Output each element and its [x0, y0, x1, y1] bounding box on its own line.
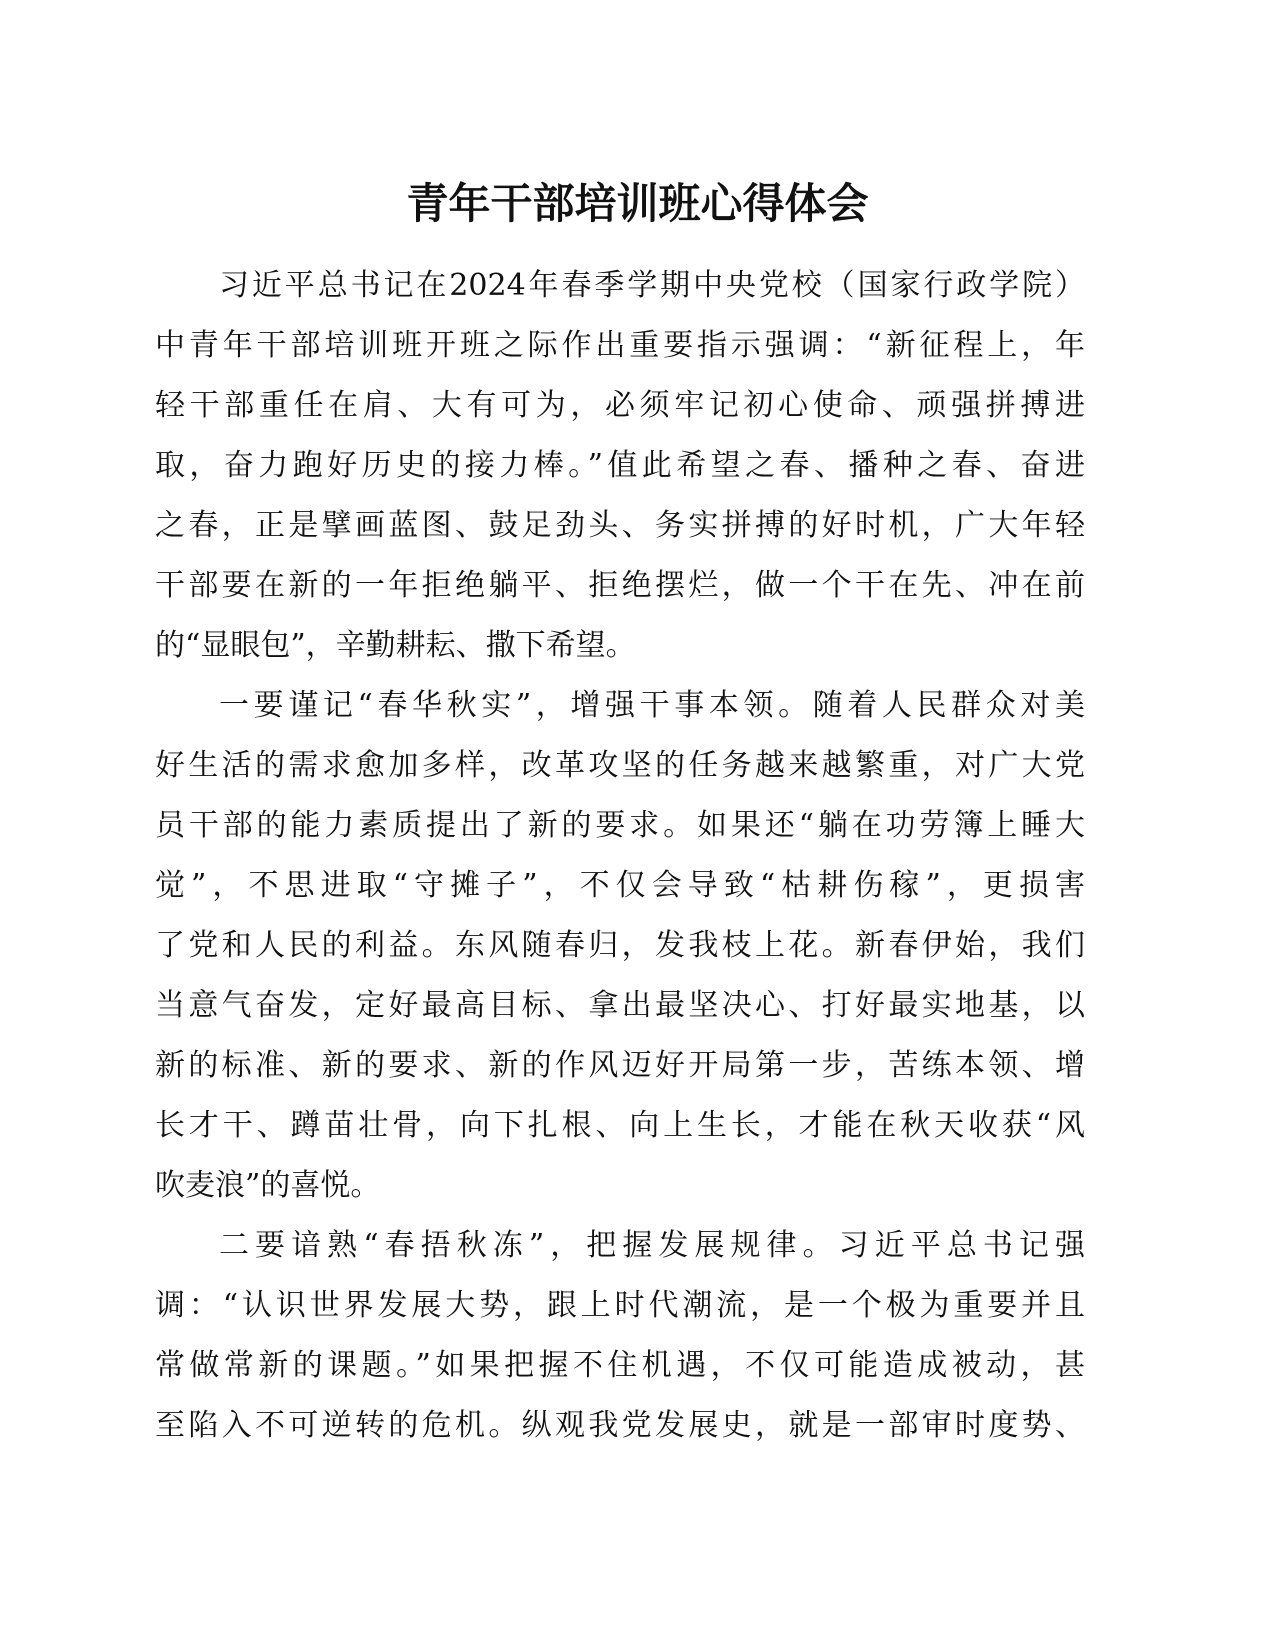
- paragraph-1-line-7: 的“显眼包”，辛勤耕耘、撒下希望。: [155, 628, 636, 663]
- paragraph-1-line-1: 习近平总书记在2024年春季学期中央党校（国家行政学院）: [219, 268, 1085, 303]
- paragraph-1-line-2: 中青年干部培训班开班之际作出重要指示强调：“新征程上，年: [155, 328, 1085, 363]
- paragraph-1-line-3: 轻干部重任在肩、大有可为，必须牢记初心使命、顽强拼搏进: [155, 388, 1085, 423]
- paragraph-2-line-3: 员干部的能力素质提出了新的要求。如果还“躺在功劳簿上睡大: [155, 808, 1085, 843]
- paragraph-3-line-1: 二要谙熟“春捂秋冻”，把握发展规律。习近平总书记强: [219, 1228, 1085, 1263]
- document-body: [155, 256, 1085, 1456]
- paragraph-2-line-1: 一要谨记“春华秋实”，增强干事本领。随着人民群众对美: [219, 688, 1085, 723]
- document-title: 青年干部培训班心得体会: [406, 179, 869, 228]
- paragraph-2-line-7: 新的标准、新的要求、新的作风迈好开局第一步，苦练本领、增: [155, 1048, 1085, 1083]
- paragraph-3-line-2: 调：“认识世界发展大势，跟上时代潮流，是一个极为重要并且: [155, 1288, 1085, 1323]
- paragraph-2-line-2: 好生活的需求愈加多样，改革攻坚的任务越来越繁重，对广大党: [155, 748, 1085, 783]
- paragraph-1-line-4: 取，奋力跑好历史的接力棒。”值此希望之春、播种之春、奋进: [155, 448, 1085, 483]
- paragraph-2-line-8: 长才干、蹲苗壮骨，向下扎根、向上生长，才能在秋天收获“风: [155, 1108, 1085, 1143]
- paragraph-3-line-4: 至陷入不可逆转的危机。纵观我党发展史，就是一部审时度势、: [155, 1408, 1085, 1443]
- paragraph-2-line-9: 吹麦浪”的喜悦。: [155, 1168, 381, 1203]
- paragraph-1-line-6: 干部要在新的一年拒绝躺平、拒绝摆烂，做一个干在先、冲在前: [155, 568, 1085, 603]
- paragraph-2-line-4: 觉”，不思进取“守摊子”，不仅会导致“枯耕伤稼”，更损害: [155, 868, 1085, 903]
- paragraph-2-line-6: 当意气奋发，定好最高目标、拿出最坚决心、打好最实地基，以: [155, 988, 1085, 1023]
- paragraph-3-line-3: 常做常新的课题。”如果把握不住机遇，不仅可能造成被动，甚: [155, 1348, 1085, 1383]
- paragraph-2-line-5: 了党和人民的利益。东风随春归，发我枝上花。新春伊始，我们: [155, 928, 1085, 963]
- paragraph-1-line-5: 之春，正是擘画蓝图、鼓足劲头、务实拼搏的好时机，广大年轻: [155, 508, 1085, 543]
